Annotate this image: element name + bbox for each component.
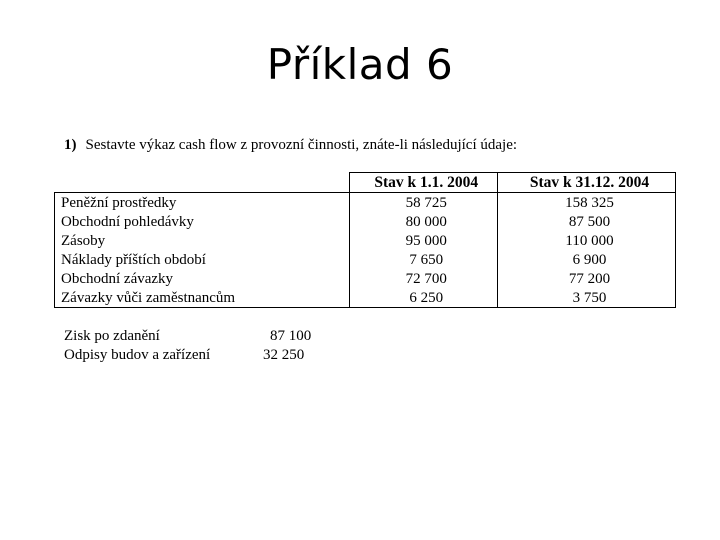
row-label: Náklady příštích období <box>55 250 350 269</box>
row-value-end: 6 900 <box>497 250 675 269</box>
row-label: Obchodní pohledávky <box>55 212 350 231</box>
row-value-end: 87 500 <box>497 212 675 231</box>
task-text: Sestavte výkaz cash flow z provozní činnosti, znáte-li následující údaje: <box>85 137 518 153</box>
table-header-col1: Stav k 1.1. 2004 <box>349 173 497 193</box>
row-value-end: 158 325 <box>497 193 675 213</box>
slide-title: Příklad 6 <box>266 40 454 89</box>
extra-label: Zisk po zdanění <box>64 328 160 344</box>
row-label: Zásoby <box>55 231 350 250</box>
table-row <box>55 212 676 231</box>
table-row <box>55 269 676 288</box>
row-value-end: 3 750 <box>497 288 675 308</box>
extra-label: Odpisy budov a zařízení <box>64 347 211 363</box>
extra-value: 32 250 <box>263 347 305 363</box>
row-label: Obchodní závazky <box>55 269 350 288</box>
task-statement <box>64 137 517 154</box>
row-value-start: 6 250 <box>349 288 497 308</box>
row-value-start: 58 725 <box>349 193 497 213</box>
row-value-start: 7 650 <box>349 250 497 269</box>
table-header-col2: Stav k 31.12. 2004 <box>497 173 675 193</box>
task-number: 1) <box>64 137 77 153</box>
table-row <box>55 231 676 250</box>
balance-table <box>54 172 676 308</box>
table-row <box>55 250 676 269</box>
table-header-row <box>55 173 676 193</box>
table-row <box>55 193 676 213</box>
row-value-start: 72 700 <box>349 269 497 288</box>
row-value-start: 80 000 <box>349 212 497 231</box>
table-row <box>55 288 676 308</box>
row-value-end: 110 000 <box>497 231 675 250</box>
row-value-end: 77 200 <box>497 269 675 288</box>
row-label: Peněžní prostředky <box>55 193 350 213</box>
extra-value: 87 100 <box>270 328 312 344</box>
row-label: Závazky vůči zaměstnancům <box>55 288 350 308</box>
table-header-empty <box>55 173 350 193</box>
row-value-start: 95 000 <box>349 231 497 250</box>
